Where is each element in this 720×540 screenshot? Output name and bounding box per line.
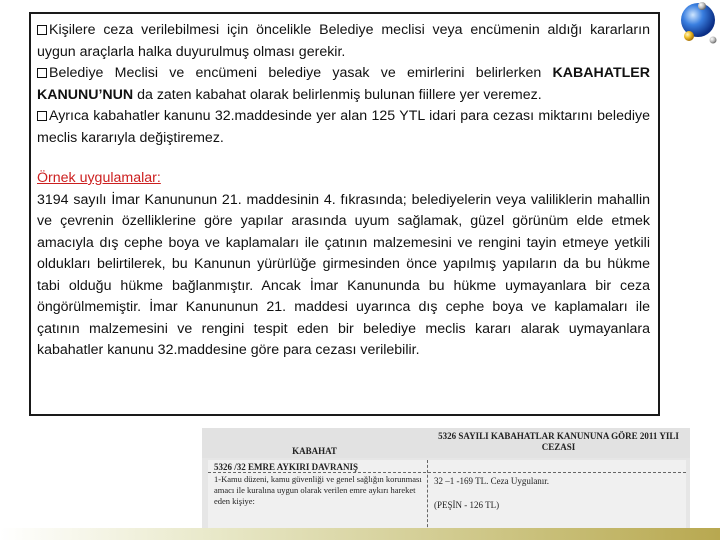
scan-table-header <box>202 428 690 458</box>
paragraph-1 <box>37 20 650 63</box>
scan-row-penalty: 32 –1 -169 TL. Ceza Uygulanır. <box>434 476 550 486</box>
paragraph-2-text-start: Belediye Meclisi ve encümeni belediye yasak ve emirlerini belirlerken <box>49 65 553 81</box>
scan-row-penalty-advance: (PEŞİN - 126 TL) <box>434 500 500 510</box>
paragraph-3-text: Ayrıca kabahatler kanunu 32.maddesinde yer alan 125 YTL idari para cezası miktarını belediye meclis kararıyla değiştiremez. <box>37 108 650 146</box>
paragraph-1-text: Kişilere ceza verilebilmesi için öncelikle Belediye meclisi veya encümenin aldığı kararların uygun araçlarla halka duyurulmuş olması gerekir. <box>37 22 650 60</box>
paragraph-2-text-end: da zaten kabahat olarak belirlenmiş bulunan fiillere yer veremez. <box>133 86 542 103</box>
scan-divider-vertical <box>427 460 429 532</box>
example-heading: Örnek uygulamalar: <box>37 170 161 186</box>
checkbox-bullet-icon <box>37 111 47 121</box>
content-box <box>29 12 660 416</box>
scan-row-description: 1-Kamu düzeni, kamu güvenliği ve genel sağlığın korunması amacı ile kuralına uygun olarak verilen emre aykırı hareket eden kişiye: <box>214 474 422 506</box>
scan-header-penalty-line2: CEZASI <box>541 442 576 452</box>
example-text: 3194 sayılı İmar Kanununun 21. maddesinin 4. fıkrasında; belediyelerin veya valiliklerin mahallin ve çevrenin özelliklerine göre yapılar arasında uyum sağlamak, güzel görünüm elde etmek amacıyla dış cephe boya ve kaplamaları ile çatının malzemesini ve rengini tayin etmeye yetkili oldukları belirtilerek, bu Kanunun yürürlüğe girmesinden önce yapılmış yapıların da bu hükme tabi olduğu hükme bağlanmıştır. Ancak İmar Kanununda bu hükme uymayanlara bir ceza öngörülmemiştir. İmar Kanununun 21. maddesi uyarınca dış cephe boya ve kaplamaları ile çatının malzemesini ve rengini tespit eden bir belediye meclis kararı alarak uymayanlara kabahatler kanunu 32.maddesine göre para cezası verilebilir. <box>37 191 650 358</box>
spacer <box>37 149 650 168</box>
paragraph-2 <box>37 63 650 106</box>
checkbox-bullet-icon <box>37 68 47 78</box>
scan-header-offense: KABAHAT <box>292 446 337 456</box>
decorative-spheres-icon <box>660 0 720 60</box>
footer-gradient-bar <box>0 528 720 540</box>
scan-divider-horizontal <box>208 472 686 473</box>
paragraph-2-bold-law: KABAHATLER KANUNU’NUN <box>37 65 650 103</box>
scan-table-body <box>208 460 686 532</box>
scan-header-penalty-line1: 5326 SAYILI KABAHATLAR KANUNUNA GÖRE 2011 YILI <box>438 431 679 441</box>
scan-row-title: 5326 /32 EMRE AYKIRI DAVRANIŞ <box>214 462 359 472</box>
checkbox-bullet-icon <box>37 25 47 35</box>
scan-header-penalty <box>427 428 690 458</box>
scanned-penalty-table <box>202 428 690 532</box>
paragraph-3 <box>37 106 650 149</box>
